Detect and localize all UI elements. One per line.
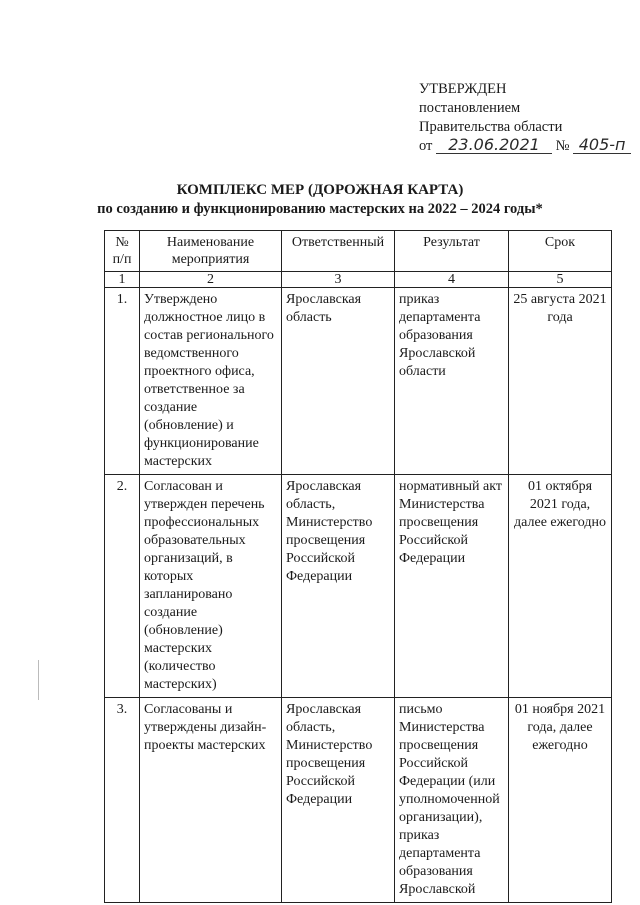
scan-artifact <box>38 660 39 700</box>
column-number: 2 <box>140 272 282 288</box>
approval-title: УТВЕРЖДЕН <box>419 81 507 97</box>
approval-date-line <box>419 137 631 156</box>
header-number: № п/п <box>105 231 140 272</box>
row-result: нормативный акт Министерства просвещения Российской Федерации <box>395 475 509 698</box>
row-number: 3. <box>105 698 140 903</box>
header-result: Результат <box>395 231 509 272</box>
table-row <box>105 475 612 698</box>
document-subtitle: по созданию и функционированию мастерских на 2022 – 2024 годы* <box>97 201 543 217</box>
approval-government: Правительства области <box>419 119 563 135</box>
row-result: приказ департамента образования Ярославской области <box>395 288 509 475</box>
column-number: 1 <box>105 272 140 288</box>
handwritten-date: 23.06.2021 <box>436 137 552 154</box>
approval-block <box>419 80 631 156</box>
roadmap-table <box>104 230 612 903</box>
table-row <box>105 288 612 475</box>
column-numbers-row <box>105 272 612 288</box>
header-responsible: Ответственный <box>282 231 395 272</box>
column-number: 5 <box>509 272 612 288</box>
column-number: 4 <box>395 272 509 288</box>
table-row <box>105 698 612 903</box>
document-title: КОМПЛЕКС МЕР (ДОРОЖНАЯ КАРТА) <box>176 182 464 198</box>
column-number: 3 <box>282 272 395 288</box>
handwritten-number: 405-п <box>573 137 631 154</box>
row-number: 1. <box>105 288 140 475</box>
table-header-row <box>105 231 612 272</box>
row-term: 01 ноября 2021 года, далее ежегодно <box>509 698 612 903</box>
row-name: Утверждено должностное лицо в состав регионального ведомственного проектного офиса, ответственное за создание (обновление) и функционирование мастерских <box>140 288 282 475</box>
row-term: 25 августа 2021 года <box>509 288 612 475</box>
header-name: Наименование мероприятия <box>140 231 282 272</box>
row-term: 01 октября 2021 года, далее ежегодно <box>509 475 612 698</box>
number-prefix: № <box>555 138 570 154</box>
row-number: 2. <box>105 475 140 698</box>
header-term: Срок <box>509 231 612 272</box>
row-responsible: Ярославская область <box>282 288 395 475</box>
row-name: Согласованы и утверждены дизайн-проекты мастерских <box>140 698 282 903</box>
row-responsible: Ярославская область, Министерство просвещения Российской Федерации <box>282 698 395 903</box>
approval-resolution: постановлением <box>419 100 521 116</box>
date-prefix: от <box>419 138 433 154</box>
row-name: Согласован и утвержден перечень профессиональных образовательных организаций, в которых запланировано создание (обновление) мастерских (количество мастерских) <box>140 475 282 698</box>
row-result: письмо Министерства просвещения Российской Федерации (или уполномоченной организации), приказ департамента образования Ярославской <box>395 698 509 903</box>
row-responsible: Ярославская область, Министерство просвещения Российской Федерации <box>282 475 395 698</box>
